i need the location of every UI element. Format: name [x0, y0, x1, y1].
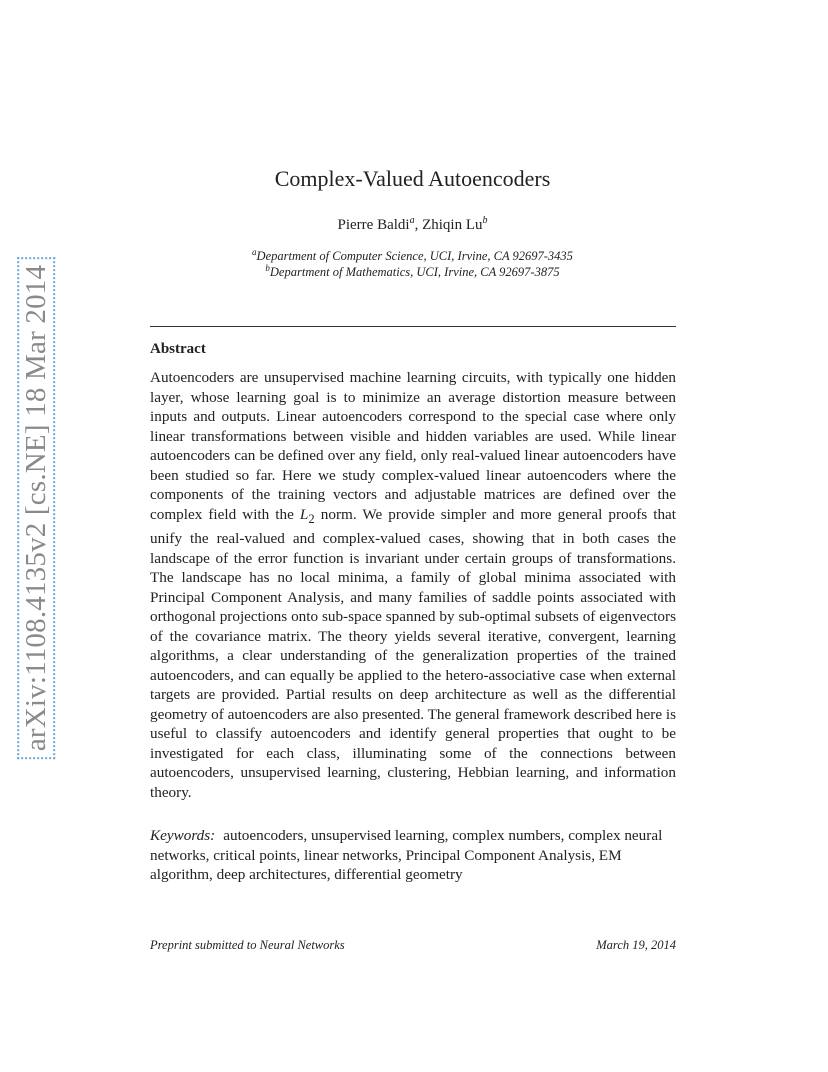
keywords-text: autoencoders, unsupervised learning, complex numbers, complex neural networks, critical points, linear networks, Principal Component Analysis, EM algorithm, deep architectures, differential geometry: [150, 827, 663, 883]
arxiv-identifier-stamp: [13, 264, 59, 752]
abstract-paragraph: [150, 368, 676, 802]
footer-preprint-note: Preprint submitted to Neural Networks: [150, 938, 345, 952]
author-separator: ,: [414, 217, 423, 233]
affiliation-text: Department of Mathematics, UCI, Irvine, CA 92697-3875: [269, 265, 560, 280]
abstract-text-part2: norm. We provide simpler and more general proofs that unify the real-valued and complex-valued cases, showing that in both cases the landscape of the error function is invariant under certain groups of transformations. The landscape has no local minima, a family of global minima associated with Principal Component Analysis, and many families of saddle points associated with orthogonal projections onto sub-space spanned by sub-optimal subsets of eigenvectors of the covariance matrix. The theory yields several iterative, convergent, learning algorithms, a clear understanding of the generalization properties of the trained autoencoders, and can equally be applied to the hetero-associative case when external targets are provided. Partial results on deep architecture as well as the differential geometry of autoencoders are also presented. The general framework described here is useful to classify autoencoders and identify general properties that ought to be investigated for each class, illuminating some of the connections between autoencoders, unsupervised learning, clustering, Hebbian learning, and information theory.: [150, 505, 677, 801]
affiliation-mark: a: [252, 247, 257, 257]
abstract-heading: Abstract: [150, 341, 206, 357]
horizontal-rule: [150, 326, 676, 327]
author-affil-mark: b: [482, 215, 488, 226]
affiliation-mark: b: [265, 263, 270, 273]
abstract-text-part1: Autoencoders are unsupervised machine learning circuits, with typically one hidden layer, whose learning goal is to minimize an average distortion measure between inputs and outputs. Linear autoencoders correspond to the special case where only linear transformations between visible and hidden variables are used. While linear autoencoders can be defined over any field, only real-valued linear autoencoders have been studied so far. Here we study complex-valued linear autoencoders where the components of the training vectors and adjustable matrices are defined over the complex field with the: [150, 369, 676, 523]
author-line: [150, 215, 675, 234]
footer-date: March 19, 2014: [596, 938, 676, 952]
author-affil-mark: a: [409, 215, 415, 226]
author-name: Pierre Baldi: [337, 217, 410, 233]
affiliation-b: [150, 263, 675, 280]
norm-symbol: L: [299, 505, 309, 523]
keywords-block: [150, 826, 676, 885]
keywords-label: Keywords:: [150, 827, 216, 844]
norm-subscript: 2: [308, 511, 315, 526]
abstract-body: [150, 368, 676, 802]
arxiv-identifier-text: arXiv:1108.4135v2 [cs.NE] 18 Mar 2014: [17, 257, 55, 759]
affiliation-a: [150, 247, 675, 264]
page-footer: [150, 938, 676, 953]
author-name: Zhiqin Lu: [422, 217, 483, 233]
paper-title: Complex-Valued Autoencoders: [274, 166, 551, 191]
affiliation-text: Department of Computer Science, UCI, Irvine, CA 92697-3435: [256, 249, 573, 264]
